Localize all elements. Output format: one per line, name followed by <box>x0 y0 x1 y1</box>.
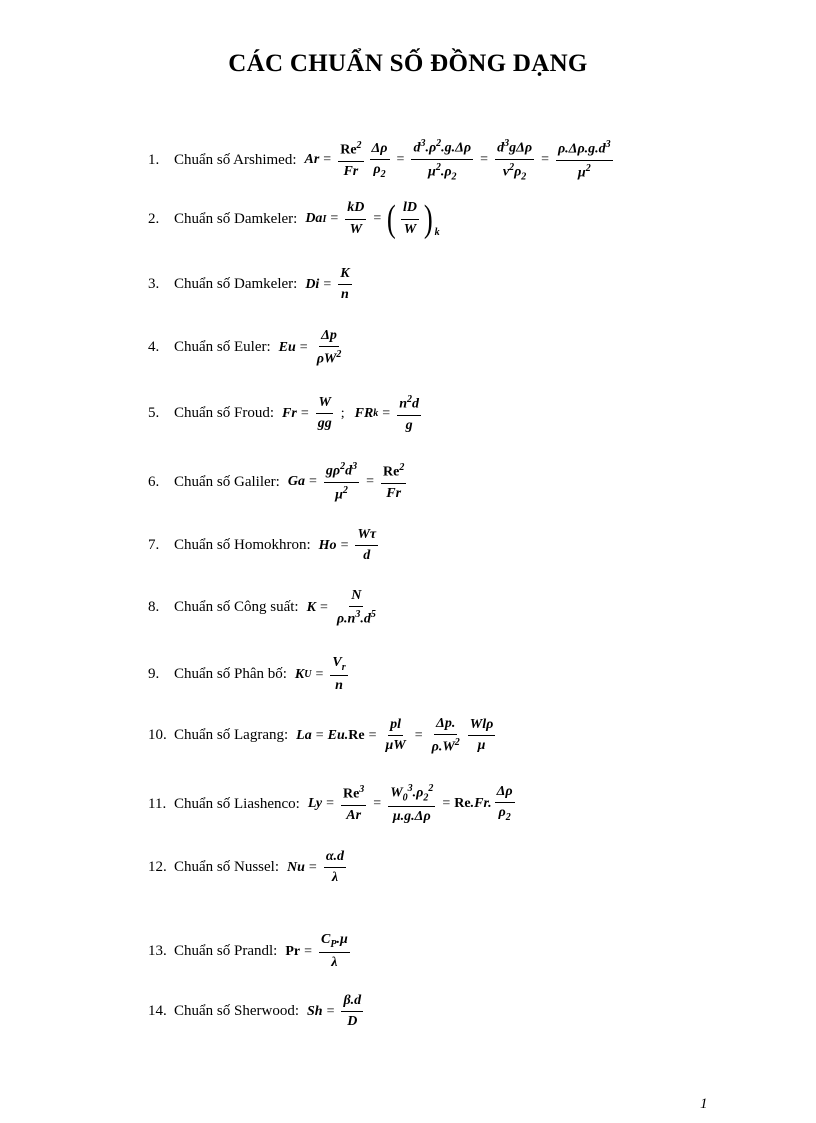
list-item <box>148 655 351 694</box>
formula-homokhron: Ho = $\frac{W\tau}{d}$ <box>318 527 377 564</box>
formula-damkeler-1: Da I = $\frac{kD}{W}$ = ( $\frac{lD}{W}$ ) $_k$ <box>305 198 440 240</box>
formula-damkeler-2: Di = $\frac{K}{n}$ <box>305 266 350 303</box>
page-number: 1 <box>700 1096 708 1112</box>
list-item <box>148 461 409 504</box>
item-number: 1. <box>148 151 160 168</box>
item-label: Chuẩn số Euler: <box>174 339 271 356</box>
item-label: Chuẩn số Damkeler: <box>174 210 298 227</box>
list-item <box>148 932 353 971</box>
item-label: Chuẩn số Nussel: <box>174 859 279 876</box>
item-label: Chuẩn số Galiler: <box>174 473 280 490</box>
item-label: Chuẩn số Liashenco: <box>174 795 300 812</box>
formula-froud: Fr = $\frac{W}{gg}$ ; FR k = $\frac{n^2d}{g}$ <box>282 394 419 433</box>
formula-sherwood: Sh = $\frac{\beta.d}{D}$ <box>307 993 362 1030</box>
item-number: 7. <box>148 537 160 554</box>
item-number: 12. <box>148 859 167 876</box>
item-number: 13. <box>148 943 167 960</box>
list-item <box>148 588 381 628</box>
formula-phan-bo: K U = $\frac{V_r}{n}$ <box>294 655 346 694</box>
item-number: 11. <box>148 795 167 812</box>
item-label: Chuẩn số Froud: <box>174 405 275 422</box>
formula-cong-suat: K = $\frac{N}{\rho.n^3.d^5}$ <box>306 588 376 627</box>
page-title: CÁC CHUẨN SỐ ĐỒNG DẠNG <box>228 50 588 77</box>
item-number: 2. <box>148 210 160 227</box>
item-label: Chuẩn số Lagrang: <box>174 727 289 744</box>
item-label: Chuẩn số Sherwood: <box>174 1003 299 1020</box>
item-number: 6. <box>148 473 160 490</box>
list-item <box>148 138 616 183</box>
item-number: 8. <box>148 599 160 616</box>
item-label: Chuẩn số Damkeler: <box>174 276 298 293</box>
item-number: 3. <box>148 276 160 293</box>
formula-prandl: Pr = $\frac{C_P.\mu}{\lambda}$ <box>285 932 348 971</box>
list-item <box>148 783 518 825</box>
item-label: Chuẩn số Phân bố: <box>174 666 287 683</box>
item-label: Chuẩn số Công suất: <box>174 599 299 616</box>
list-item <box>148 394 424 434</box>
item-label: Chuẩn số Prandl: <box>174 943 278 960</box>
item-number: 5. <box>148 405 160 422</box>
formula-nussel: Nu = $\frac{\alpha.d}{\lambda}$ <box>287 849 345 886</box>
item-number: 10. <box>148 727 167 744</box>
list-item <box>148 200 440 238</box>
item-number: 4. <box>148 339 160 356</box>
item-label: Chuẩn số Homokhron: <box>174 537 311 554</box>
list-item <box>148 716 498 756</box>
formula-liashenco: Ly = $\frac{Re^3}{Ar}$ = $\frac{W_0^3.\rho_2^2}{\mu.g.\Delta\rho}$ = Re .Fr. $\frac{\Delta\rho}{\rho_2}$ <box>307 783 513 824</box>
list-item <box>148 328 346 368</box>
formula-euler: Eu = $\frac{\Delta p}{\rho W^2}$ <box>278 328 342 367</box>
formula-lagrang: La = Eu. Re = $\frac{pl}{\mu W}$ = $\frac{\Delta p.}{\rho.W^2}$ $\frac{\text{Wlρ}}{\mu}$ <box>296 716 494 755</box>
item-number: 9. <box>148 666 160 683</box>
list-item <box>148 527 381 564</box>
formula-galiler: Ga = $\frac{g\rho^2d^3}{\mu^2}$ = $\frac{Re^2}{Fr}$ <box>287 461 405 503</box>
list-item <box>148 993 366 1030</box>
item-number: 14. <box>148 1003 167 1020</box>
formula-arshimed: Ar = $\frac{Re^2}{Fr}$ $\frac{\Delta\rho}{\rho_2}$ = $\frac{d^3.\rho^2.g.\Delta\rho}{\mu^2.\rho_2}$ = $\frac{d^3g\Delta\rho}{\nu^2\rho_2}$ = $\frac{\rho.\Delta\rho.g.d^3}{\mu^2}$ <box>304 138 611 183</box>
item-label: Chuẩn số Arshimed: <box>174 151 297 168</box>
list-item <box>148 849 349 886</box>
list-item <box>148 266 355 303</box>
